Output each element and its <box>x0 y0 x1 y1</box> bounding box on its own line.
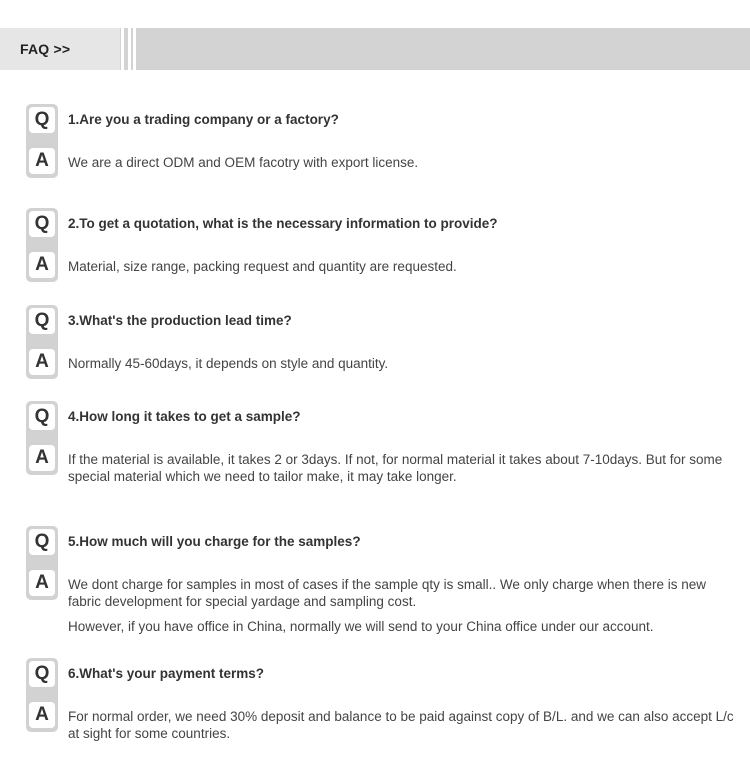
faq-answer <box>68 451 740 485</box>
faq-answer-paragraph: If the material is available, it takes 2 or 3days. If not, for normal material it takes about 7-10days. But for some special material which we need to tailor make, it may take longer. <box>68 452 723 484</box>
faq-question: 5.How much will you charge for the samples? <box>68 534 361 549</box>
faq-header-bar <box>0 28 750 70</box>
faq-question: 3.What's the production lead time? <box>68 313 292 328</box>
qa-badge-column <box>26 208 58 282</box>
faq-answer <box>68 258 740 275</box>
qa-badge-column <box>26 401 58 475</box>
question-badge: Q <box>29 529 55 555</box>
qa-badge-column <box>26 104 58 178</box>
question-badge: Q <box>29 211 55 237</box>
question-badge: Q <box>29 404 55 430</box>
faq-answer-paragraph: We dont charge for samples in most of cases if the sample qty is small.. We only charge when there is new fabric development for special yardage and sampling cost. <box>68 577 707 609</box>
qa-badge-column <box>26 658 58 732</box>
answer-badge: A <box>29 445 55 471</box>
faq-answer-paragraph: Normally 45-60days, it depends on style and quantity. <box>68 356 389 371</box>
answer-badge: A <box>29 252 55 278</box>
faq-question: 2.To get a quotation, what is the necessary information to provide? <box>68 216 498 231</box>
answer-badge: A <box>29 702 55 728</box>
faq-answer <box>68 355 740 372</box>
faq-question: 1.Are you a trading company or a factory? <box>68 112 339 127</box>
page-title: FAQ >> <box>20 41 71 57</box>
answer-badge: A <box>29 148 55 174</box>
faq-answer <box>68 708 740 742</box>
faq-question: 4.How long it takes to get a sample? <box>68 409 301 424</box>
header-divider <box>128 28 131 70</box>
header-divider <box>121 28 124 70</box>
faq-answer <box>68 576 740 635</box>
question-badge: Q <box>29 308 55 334</box>
faq-answer <box>68 154 740 171</box>
faq-answer-paragraph: We are a direct ODM and OEM facotry with export license. <box>68 155 419 170</box>
qa-badge-column <box>26 526 58 600</box>
answer-badge: A <box>29 349 55 375</box>
answer-badge: A <box>29 570 55 596</box>
faq-answer-paragraph: For normal order, we need 30% deposit and balance to be paid against copy of B/L. and we can also accept L/c at sight for some countries. <box>68 709 734 741</box>
qa-badge-column <box>26 305 58 379</box>
question-badge: Q <box>29 661 55 687</box>
question-badge: Q <box>29 107 55 133</box>
faq-question: 6.What's your payment terms? <box>68 666 265 681</box>
faq-answer-paragraph: However, if you have office in China, normally we will send to your China office under our account. <box>68 619 654 634</box>
header-divider <box>133 28 136 70</box>
faq-answer-paragraph: Material, size range, packing request and quantity are requested. <box>68 259 457 274</box>
